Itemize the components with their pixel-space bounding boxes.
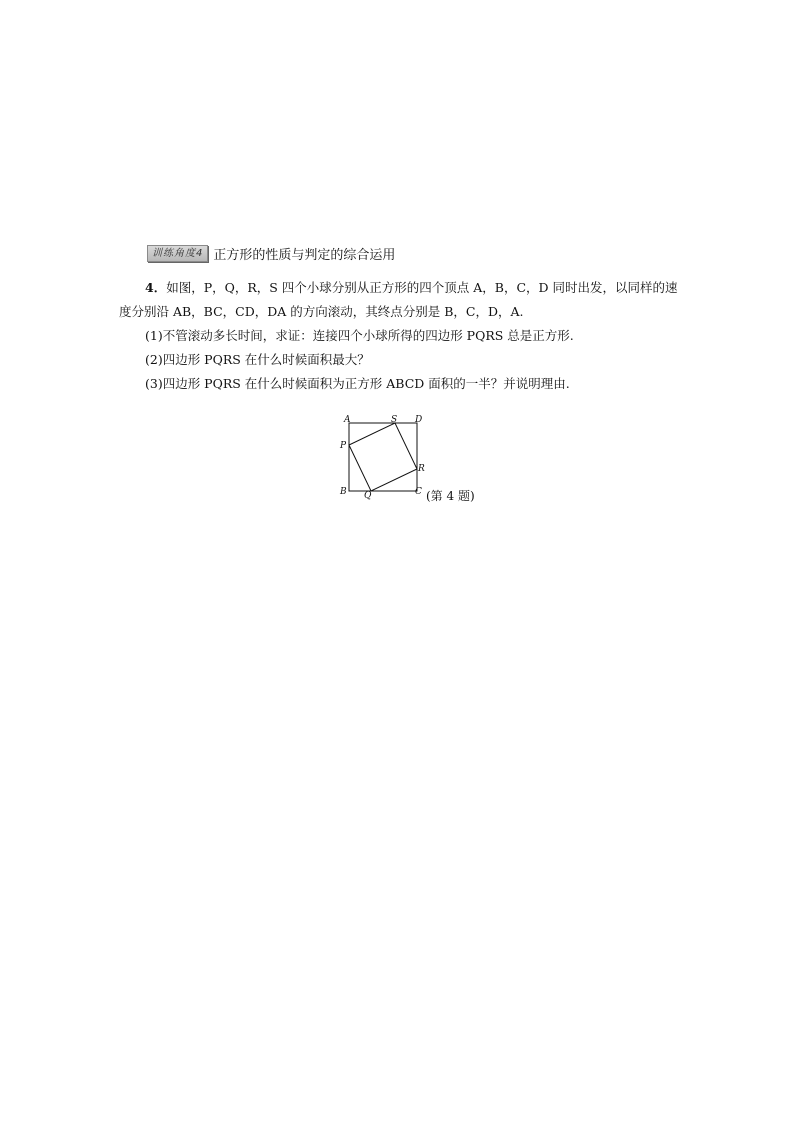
label-b: B	[340, 487, 347, 497]
section-title: 正方形的性质与判定的综合运用	[213, 247, 396, 263]
question-stem: 如图，P，Q，R，S 四个小球分别从正方形的四个顶点 A，B，C，D 同时出发，以同样的速度分别沿 AB，BC，CD，DA 的方向滚动，其终点分别是 B，C，D，A.	[119, 280, 678, 319]
label-q: Q	[364, 491, 372, 501]
label-p: P	[340, 441, 347, 451]
question-part-3: (3)四边形 PQRS 在什么时候面积为正方形 ABCD 面积的一半？并说明理由.	[145, 376, 570, 391]
label-s: S	[391, 415, 398, 425]
question-4	[119, 276, 685, 396]
label-c: C	[415, 487, 422, 497]
training-angle-badge: 训练角度4	[147, 245, 208, 262]
question-number: 4．	[145, 280, 167, 295]
label-r: R	[418, 464, 425, 474]
question-part-2: (2)四边形 PQRS 在什么时候面积最大？	[145, 352, 370, 367]
square-abcd	[349, 423, 417, 491]
label-a: A	[344, 415, 351, 425]
question-part-1: (1)不管滚动多长时间，求证：连接四个小球所得的四边形 PQRS 总是正方形.	[145, 328, 574, 343]
square-pqrs	[349, 423, 417, 491]
label-d: D	[415, 415, 423, 425]
section-header	[147, 243, 395, 263]
figure-caption: (第 4 题)	[426, 489, 475, 503]
question-stem-paragraph	[119, 276, 685, 324]
